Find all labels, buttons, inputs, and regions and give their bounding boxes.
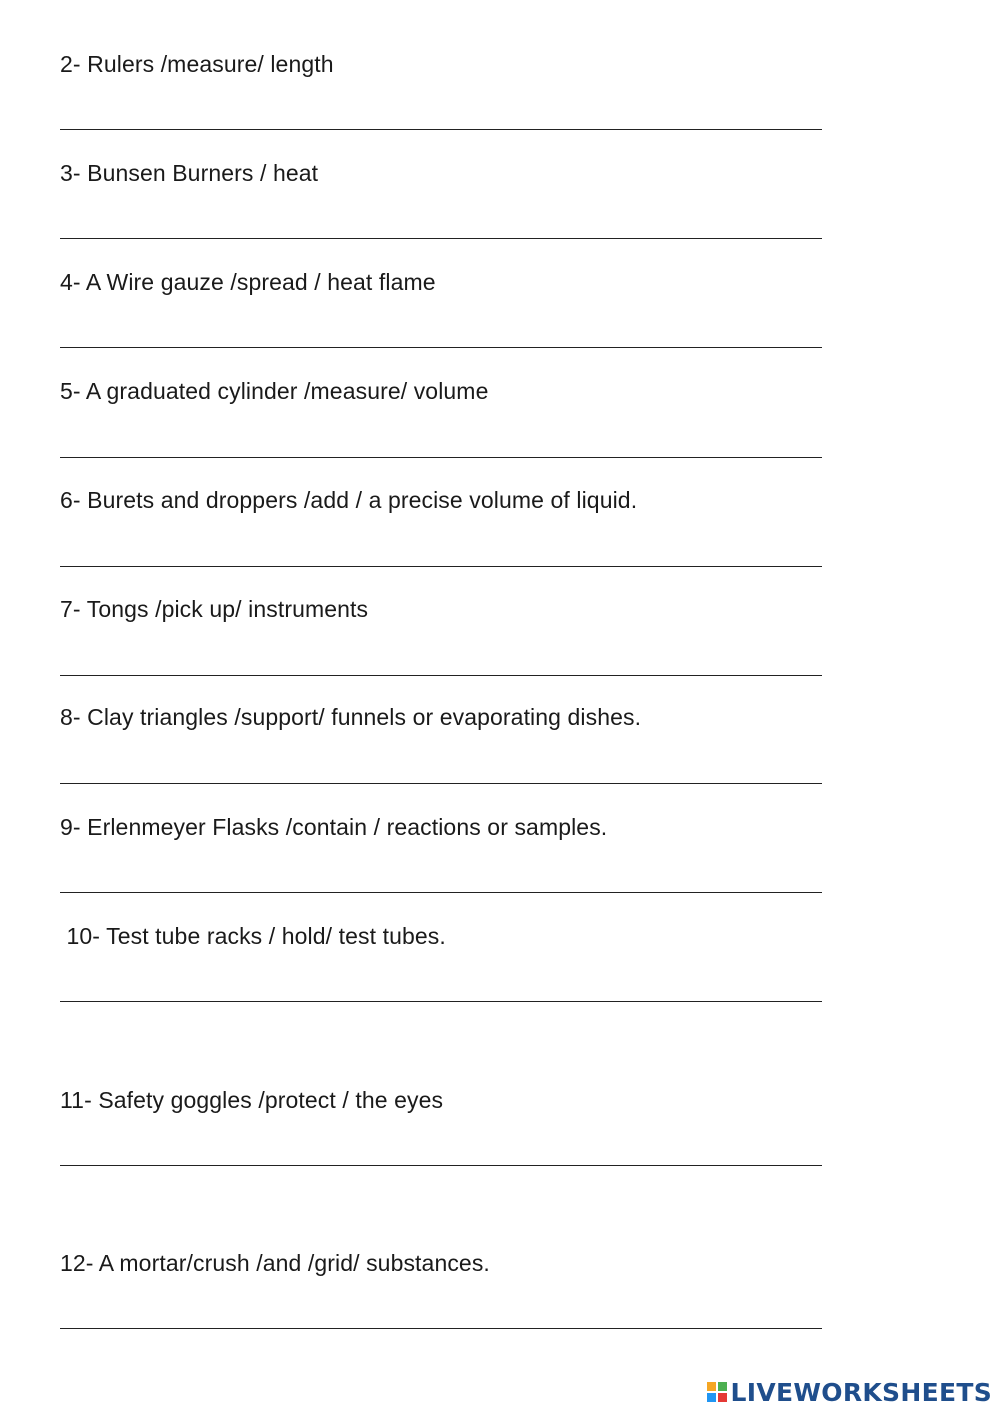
item-7-answer-line[interactable] (60, 675, 822, 676)
item-9-answer-line[interactable] (60, 892, 822, 893)
item-3-answer-line[interactable] (60, 238, 822, 239)
logo-square-2 (718, 1382, 727, 1391)
item-7-prompt: 7- Tongs /pick up/ instruments (60, 596, 369, 622)
logo-square-4 (718, 1393, 727, 1402)
item-5-prompt: 5- A graduated cylinder /measure/ volume (60, 378, 489, 404)
item-2-answer-line[interactable] (60, 129, 822, 130)
item-4-answer-line[interactable] (60, 347, 822, 348)
liveworksheets-logo-text: LIVEWORKSHEETS (730, 1377, 992, 1407)
item-10-prompt: 10- Test tube racks / hold/ test tubes. (60, 923, 446, 949)
item-11-prompt: 11- Safety goggles /protect / the eyes (60, 1087, 444, 1113)
item-10-answer-line[interactable] (60, 1001, 822, 1002)
item-8-prompt: 8- Clay triangles /support/ funnels or evaporating dishes. (60, 704, 642, 730)
logo-square-3 (707, 1393, 716, 1402)
logo-square-1 (707, 1382, 716, 1391)
item-2-prompt: 2- Rulers /measure/ length (60, 51, 334, 77)
item-6-answer-line[interactable] (60, 566, 822, 567)
item-12-answer-line[interactable] (60, 1328, 822, 1329)
item-3-prompt: 3- Bunsen Burners / heat (60, 160, 319, 186)
item-4-prompt: 4- A Wire gauze /spread / heat flame (60, 269, 436, 295)
item-11-answer-line[interactable] (60, 1165, 822, 1166)
item-6-prompt: 6- Burets and droppers /add / a precise volume of liquid. (60, 487, 638, 513)
item-9-prompt: 9- Erlenmeyer Flasks /contain / reactions or samples. (60, 814, 608, 840)
item-8-answer-line[interactable] (60, 783, 822, 784)
liveworksheets-logo-icon (707, 1382, 727, 1402)
item-5-answer-line[interactable] (60, 457, 822, 458)
liveworksheets-logo[interactable] (707, 1377, 992, 1407)
item-12-prompt: 12- A mortar/crush /and /grid/ substances. (60, 1250, 490, 1276)
